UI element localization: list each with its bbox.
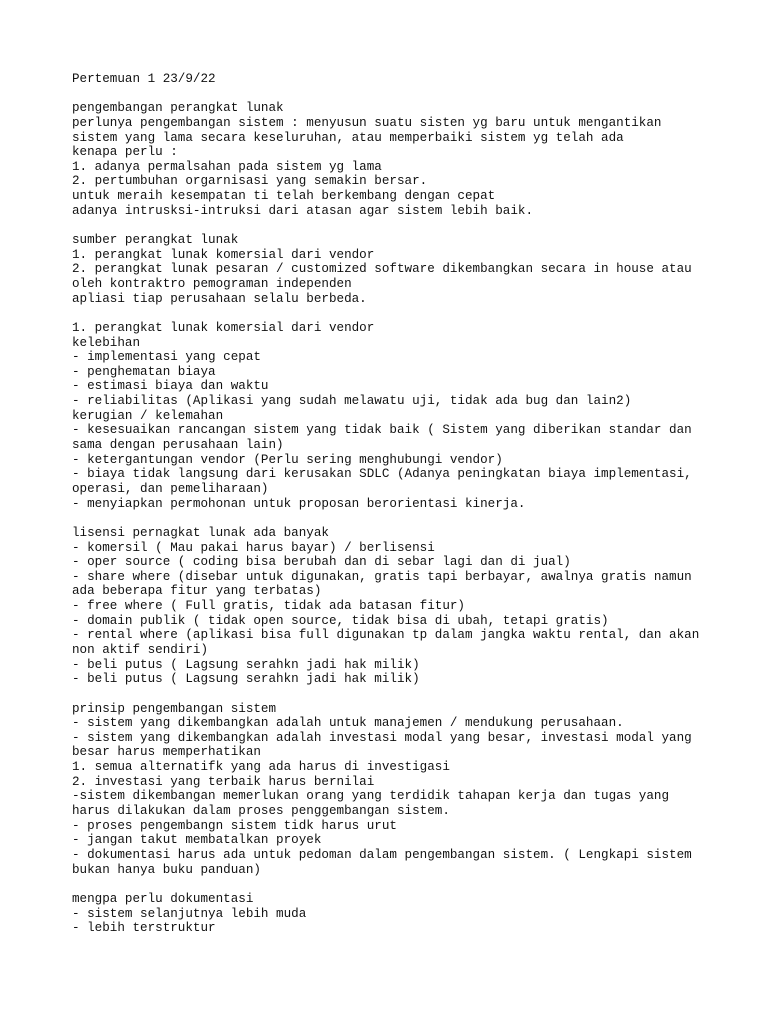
text-line: - kesesuaikan rancangan sistem yang tidak baik ( Sistem yang diberikan standar dan xyxy=(72,423,692,438)
document-page xyxy=(72,72,712,936)
text-line: ada beberapa fitur yang terbatas) xyxy=(72,584,322,599)
blank-line xyxy=(72,687,712,702)
blank-line xyxy=(72,218,712,233)
text-line: - implementasi yang cepat xyxy=(72,350,261,365)
text-line: - sistem yang dikembangkan adalah investasi modal yang besar, investasi modal yang xyxy=(72,730,692,745)
text-line: besar harus memperhatikan xyxy=(72,745,261,760)
text-line: kerugian / kelemahan xyxy=(72,408,224,423)
text-line: bukan hanya buku panduan) xyxy=(72,862,261,877)
text-line: - penghematan biaya xyxy=(72,364,216,379)
text-line: apliasi tiap perusahaan selalu berbeda. xyxy=(72,291,367,306)
text-line: - beli putus ( Lagsung serahkn jadi hak milik) xyxy=(72,657,420,672)
text-line: sistem yang lama secara keseluruhan, atau memperbaiki sistem yg telah ada xyxy=(72,130,624,145)
blank-line xyxy=(72,877,712,892)
text-line: - dokumentasi harus ada untuk pedoman dalam pengembangan sistem. ( Lengkapi sistem xyxy=(72,847,692,862)
text-line: - proses pengembangn sistem tidk harus urut xyxy=(72,818,397,833)
text-line: non aktif sendiri) xyxy=(72,642,209,657)
text-line: - ketergantungan vendor (Perlu sering menghubungi vendor) xyxy=(72,452,503,467)
text-line: harus dilakukan dalam proses penggembangan sistem. xyxy=(72,804,450,819)
text-line: - domain publik ( tidak open source, tidak bisa di ubah, tetapi gratis) xyxy=(72,613,609,628)
blank-line xyxy=(72,306,712,321)
text-line: sama dengan perusahaan lain) xyxy=(72,438,284,453)
text-line: 2. perangkat lunak pesaran / customized software dikembangkan secara in house atau xyxy=(72,262,692,277)
text-line: perlunya pengembangan sistem : menyusun suatu sisten yg baru untuk mengantikan xyxy=(72,115,662,130)
text-line: 1. semua alternatifk yang ada harus di investigasi xyxy=(72,760,450,775)
text-line: - lebih terstruktur xyxy=(72,921,216,936)
text-line: - oper source ( coding bisa berubah dan di sebar lagi dan di jual) xyxy=(72,555,571,570)
text-line: - menyiapkan permohonan untuk proposan berorientasi kinerja. xyxy=(72,496,526,511)
text-line: - beli putus ( Lagsung serahkn jadi hak milik) xyxy=(72,672,420,687)
text-line: Pertemuan 1 23/9/22 xyxy=(72,72,216,86)
text-line: adanya intrusksi-intruksi dari atasan agar sistem lebih baik. xyxy=(72,203,534,218)
text-line: - free where ( Full gratis, tidak ada batasan fitur) xyxy=(72,599,465,614)
text-line: - reliabilitas (Aplikasi yang sudah melawatu uji, tidak ada bug dan lain2) xyxy=(72,394,632,409)
text-line: - sistem yang dikembangkan adalah untuk manajemen / mendukung perusahaan. xyxy=(72,716,624,731)
blank-line xyxy=(72,87,712,102)
text-line: 2. investasi yang terbaik harus bernilai xyxy=(72,774,375,789)
text-line: - komersil ( Mau pakai harus bayar) / berlisensi xyxy=(72,540,435,555)
blank-line xyxy=(72,511,712,526)
text-line: kenapa perlu : xyxy=(72,145,178,160)
text-line: untuk meraih kesempatan ti telah berkembang dengan cepat xyxy=(72,189,496,204)
text-line: - share where (disebar untuk digunakan, gratis tapi berbayar, awalnya gratis namun xyxy=(72,569,692,584)
text-line: - rental where (aplikasi bisa full digunakan tp dalam jangka waktu rental, dan akan xyxy=(72,628,700,643)
text-line: - biaya tidak langsung dari kerusakan SDLC (Adanya peningkatan biaya implementasi, xyxy=(72,467,692,482)
text-line: pengembangan perangkat lunak xyxy=(72,101,284,116)
text-line: 1. adanya permalsahan pada sistem yg lama xyxy=(72,159,382,174)
text-line: -sistem dikembangan memerlukan orang yang terdidik tahapan kerja dan tugas yang xyxy=(72,789,670,804)
text-line: 2. pertumbuhan orgarnisasi yang semakin bersar. xyxy=(72,174,428,189)
text-line: sumber perangkat lunak xyxy=(72,233,239,248)
text-line: operasi, dan pemeliharaan) xyxy=(72,481,269,496)
text-line: - estimasi biaya dan waktu xyxy=(72,379,269,394)
text-line: mengpa perlu dokumentasi xyxy=(72,891,254,906)
text-line: kelebihan xyxy=(72,335,141,350)
text-line: oleh kontraktro pemograman independen xyxy=(72,276,352,291)
text-line: prinsip pengembangan sistem xyxy=(72,701,277,716)
text-line: - sistem selanjutnya lebih muda xyxy=(72,906,307,921)
text-line: - jangan takut membatalkan proyek xyxy=(72,833,322,848)
text-line: 1. perangkat lunak komersial dari vendor xyxy=(72,247,375,262)
text-line: 1. perangkat lunak komersial dari vendor xyxy=(72,320,375,335)
text-line: lisensi pernagkat lunak ada banyak xyxy=(72,525,329,540)
